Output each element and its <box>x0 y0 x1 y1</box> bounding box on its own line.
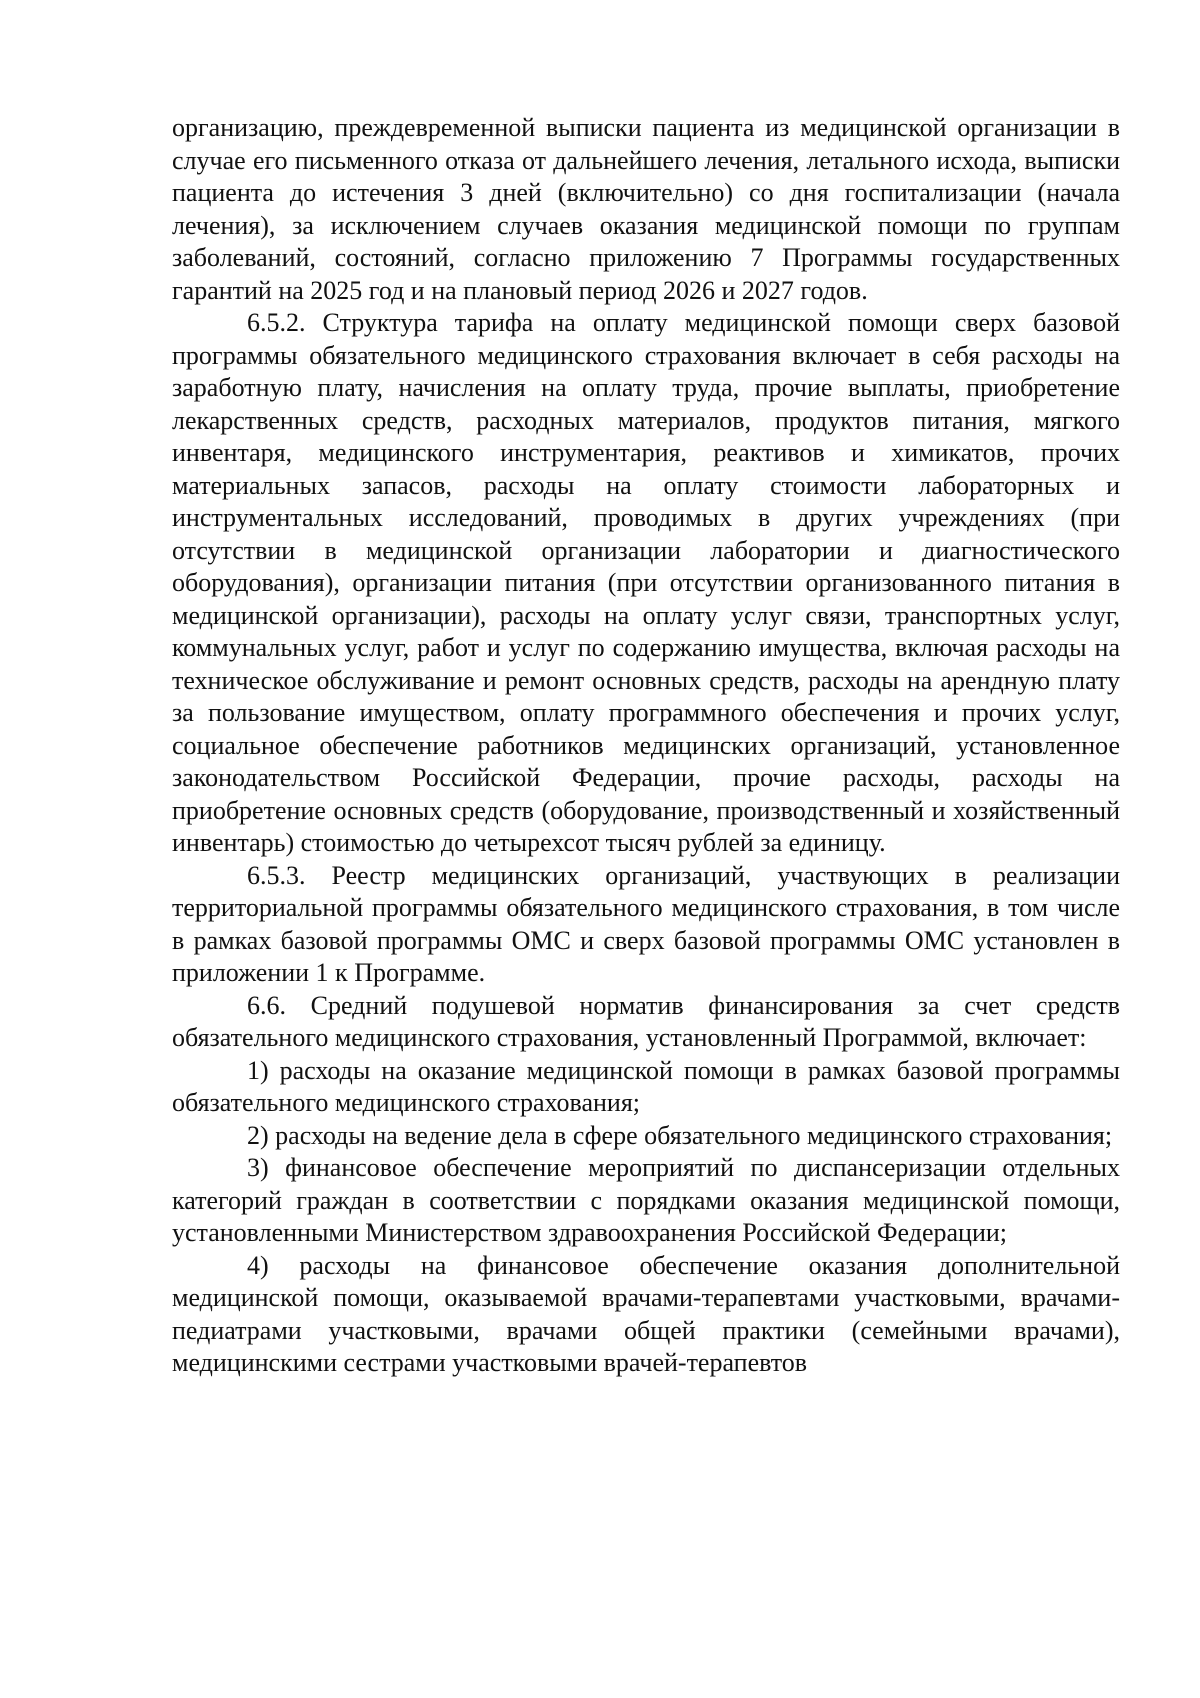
paragraph-6-5-2: 6.5.2. Структура тарифа на оплату медицинской помощи сверх базовой программы обязательного медицинского страхования включает в себя расходы на заработную плату, начисления на оплату труда, прочие выплаты, приобретение лекарственных средств, расходных материалов, продуктов питания, мягкого инвентаря, медицинского инструментария, реактивов и химикатов, прочих материальных запасов, расходы на оплату стоимости лабораторных и инструментальных исследований, проводимых в других учреждениях (при отсутствии в медицинской организации лаборатории и диагностического оборудования), организации питания (при отсутствии организованного питания в медицинской организации), расходы на оплату услуг связи, транспортных услуг, коммунальных услуг, работ и услуг по содержанию имущества, включая расходы на техническое обслуживание и ремонт основных средств, расходы на арендную плату за пользование имуществом, оплату программного обеспечения и прочих услуг, социальное обеспечение работников медицинских организаций, установленное законодательством Российской Федерации, прочие расходы, расходы на приобретение основных средств (оборудование, производственный и хозяйственный инвентарь) стоимостью до четырехсот тысяч рублей за единицу. <box>172 308 1120 857</box>
paragraph-continuation: организацию, преждевременной выписки пациента из медицинской организации в случае его письменного отказа от дальнейшего лечения, летального исхода, выписки пациента до истечения 3 дней (включительно) со дня госпитализации (начала лечения), за исключением случаев оказания медицинской помощи по группам заболеваний, состояний, согласно приложению 7 Программы государственных гарантий на 2025 год и на плановый период 2026 и 2027 годов. <box>172 113 1120 305</box>
list-item-1: 1) расходы на оказание медицинской помощи в рамках базовой программы обязательного медицинского страхования; <box>172 1055 1120 1117</box>
document-page <box>172 112 1120 1380</box>
list-item-4: 4) расходы на финансовое обеспечение оказания дополнительной медицинской помощи, оказываемой врачами-терапевтами участковыми, врачами-педиатрами участковыми, врачами общей практики (семейными врачами), медицинскими сестрами участковыми врачей-терапевтов <box>172 1250 1120 1377</box>
list-item-2: 2) расходы на ведение дела в сфере обязательного медицинского страхования; <box>247 1120 1113 1150</box>
paragraph-6-5-3: 6.5.3. Реестр медицинских организаций, участвующих в реализации территориальной программы обязательного медицинского страхования, в том числе в рамках базовой программы ОМС и сверх базовой программы ОМС установлен в приложении 1 к Программе. <box>172 860 1120 987</box>
paragraph-6-6: 6.6. Средний подушевой норматив финансирования за счет средств обязательного медицинского страхования, установленный Программой, включает: <box>172 990 1120 1052</box>
list-item-3: 3) финансовое обеспечение мероприятий по диспансеризации отдельных категорий граждан в соответствии с порядками оказания медицинской помощи, установленными Министерством здравоохранения Российской Федерации; <box>172 1153 1120 1247</box>
